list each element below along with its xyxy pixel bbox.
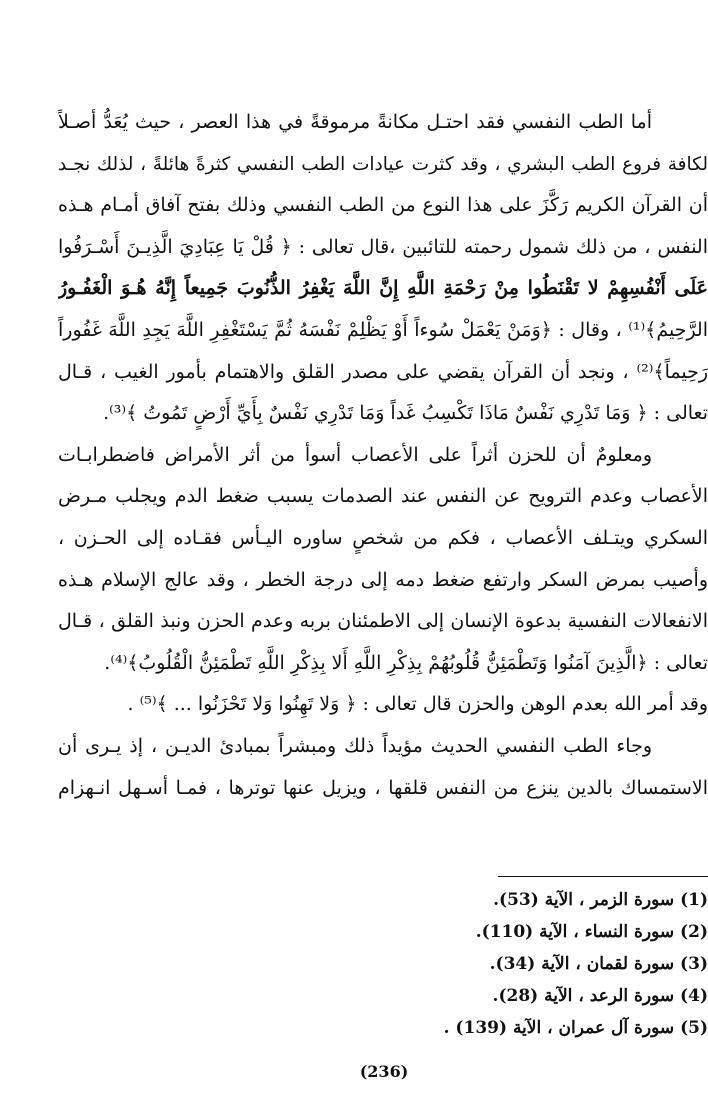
- text-line: وأصيب بمرض السكر وارتفع ضغط دمه إلى درجة الخطر ، وقد عالج الإسلام هـذه: [58, 568, 708, 591]
- footnote: (1) سورة الزمر ، الآية (53).: [493, 890, 708, 910]
- quran-verse-line: عَلَى أَنْفُسِهِمْ لا تَقْنَطُوا مِنْ رَحْمَةِ اللَّهِ إِنَّ اللَّهَ يَغْفِرُ الذُّنُوبَ جَمِيعاً إِنَّهُ هُـوَ الْغَفُـورُ: [58, 277, 708, 300]
- text-line: وقد أمر الله بعدم الوهن والحزن قال تعالى : ﴿ وَلا تَهِنُوا وَلا تَحْزَنُوا ... ﴾⁽⁵⁾ .: [127, 693, 708, 716]
- text-line: الاستمساك بالدين ينزع من النفس قلقها ، ويزيل عنها توترها ، فمـا أسـهل انـهزام: [58, 776, 708, 799]
- footnote: (5) سورة آل عمران ، الآية (139) .: [443, 1018, 708, 1038]
- text-line: أن القرآن الكريم رَكَّزَ على هذا النوع من الطب النفسي وذلك بفتح آفاق أمـام هـذه: [58, 194, 708, 217]
- text-line: الأعصاب وعدم الترويح عن النفس عند الصدمات يسبب ضغط الدم ويجلب مـرض: [58, 485, 708, 508]
- footnote-divider: [498, 876, 708, 877]
- text-line: تعالى : ﴿ وَمَا تَدْرِي نَفْسٌ مَاذَا تَكْسِبُ غَداً وَمَا تَدْرِي نَفْسٌ بِأَيِّ أَرْضٍ تَمُوتُ ﴾⁽³⁾.: [103, 402, 708, 425]
- text-line: لكافة فروع الطب البشري ، وقد كثرت عيادات الطب النفسي كثرةً هائلةً ، لذلك نجـد: [58, 153, 708, 175]
- text-line: الانفعالات النفسية بدعوة الإنسان إلى الاطمئنان بربه وعدم الحزن ونبذ القلق ، قـال: [58, 610, 708, 633]
- text-line: تعالى : ﴿الَّذِينَ آمَنُوا وَتَطْمَئِنُّ قُلُوبُهُمْ بِذِكْرِ اللَّهِ أَلا بِذِكْرِ اللَّهِ تَطْمَئِنُّ الْقُلُوبُ﴾⁽⁴⁾.: [104, 651, 708, 674]
- text-line: ومعلومٌ أن للحزن أثراً على الأعصاب أسوأ من أثر الأمراض فاضطرابـات: [58, 443, 652, 466]
- text-line: وجاء الطب النفسي الحديث مؤيداً ذلك ومبشراً بمبادئ الديـن ، إذ يـرى أن: [58, 734, 652, 757]
- text-line: أما الطب النفسي فقد احتـل مكانةً مرموقةً في هذا العصر ، حيث يُعَدُّ أصـلاً: [58, 111, 652, 133]
- text-line: السكري ويتـلف الأعصاب ، فكم من شخصٍ ساوره اليـأس فقـاده إلى الحـزن ،: [58, 526, 708, 549]
- footnote: (4) سورة الرعد ، الآية (28).: [492, 986, 708, 1006]
- text-line: رَحِيماً﴾⁽²⁾ ، ونجد أن القرآن يقضي على مصدر القلق والاهتمام بأمور الغيب ، قـال: [58, 360, 708, 383]
- page-number: (236): [359, 1062, 409, 1081]
- main-text: [58, 102, 708, 809]
- footnote: (2) سورة النساء ، الآية (110).: [475, 922, 708, 942]
- footnotes: [308, 884, 708, 1044]
- footnote: (3) سورة لقمان ، الآية (34).: [489, 954, 708, 974]
- text-line: النفس ، من ذلك شمول رحمته للتائبين ،قال تعالى : ﴿ قُلْ يَا عِبَادِيَ الَّذِيـنَ أَسْـرَفُوا: [58, 235, 708, 258]
- text-line: الرَّحِيمُ﴾⁽¹⁾ ، وقال : ﴿وَمَنْ يَعْمَلْ سُوءاً أَوْ يَظْلِمْ نَفْسَهُ ثُمَّ يَسْتَغْفِرِ اللَّهَ يَجِدِ اللَّهَ غَفُوراً: [58, 318, 708, 341]
